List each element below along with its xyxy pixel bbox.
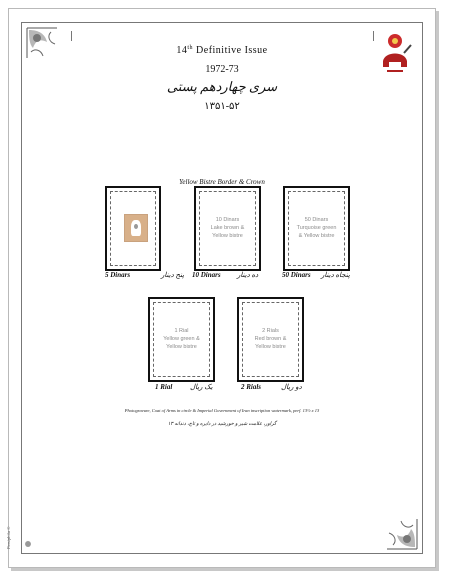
stamp-label-persian: پنج دینار (161, 271, 185, 279)
stamp-description-line: & Yellow bistre (298, 233, 335, 239)
stamp-label: 5 Dinars (105, 271, 131, 279)
stamp-description-line: Turquoise green (296, 225, 337, 231)
stamp-description (156, 327, 207, 351)
stamp-slot-10-dinars (194, 186, 261, 271)
title-ordinal: th (187, 45, 194, 51)
stamp-description (291, 216, 342, 240)
stamp-description-line: 50 Dinars (304, 217, 329, 223)
stamp-label-persian: یک ریال (190, 383, 213, 391)
title-number: 14 (176, 45, 188, 56)
stamp-description-line: 10 Dinars (215, 217, 240, 223)
stamp-label: 1 Rial (155, 383, 173, 391)
footer-description: Photogravure, Coat of Arms in circle & Imperial Government of Iran inscription watermark, perf. 13½ x 13 (124, 408, 320, 413)
stamp-label-persian: دو ریال (281, 383, 302, 391)
issue-years: 1972-73 (205, 64, 239, 75)
stamp-description-line: Yellow green & (163, 336, 200, 342)
footer-description-persian: گراور، علامت شیر و خورشید در دایره و تاج، دندانه ۱۳ (167, 422, 277, 427)
stamp-description (202, 216, 253, 240)
album-page (8, 8, 436, 568)
stamp-image (124, 214, 148, 242)
stamp-description (245, 327, 296, 351)
page-title (9, 45, 435, 56)
stamp-description-line: Lake brown & (210, 225, 245, 231)
title-text: Definitive Issue (196, 45, 268, 56)
stamp-slot-50-dinars (283, 186, 350, 271)
stamp-slot-1-rial (148, 297, 215, 382)
corner-ornament-icon (385, 517, 419, 551)
portrait-icon (131, 220, 141, 236)
copyright-note: Persiphila © (6, 526, 11, 549)
stamp-label: 50 Dinars (282, 271, 311, 279)
stamp-description-line: Yellow bistre (255, 344, 286, 350)
stamp-label-persian: ده دینار (237, 271, 259, 279)
stamp-slot-2-rials (237, 297, 304, 382)
stamp-label: 10 Dinars (192, 271, 221, 279)
stamp-description-line: 2 Rials (262, 328, 279, 334)
stamp-description-line: Yellow bistre (166, 344, 197, 350)
persian-title: سری چهاردهم پستی (166, 79, 278, 94)
section-title: Yellow Bistre Border & Crown (179, 178, 265, 186)
stamp-label: 2 Rials (241, 383, 262, 391)
stamp-label-persian: پنجاه دینار (321, 271, 350, 279)
header-divider (373, 31, 374, 41)
persian-years: ۱۳۵۱-۵۲ (204, 101, 240, 112)
header-divider (71, 31, 72, 41)
corner-ornament-icon (23, 539, 33, 549)
stamp-description-line: 1 Rial (174, 328, 189, 334)
stamp-slot-5-dinars (105, 186, 161, 271)
stamp-description-line: Red brown & (254, 336, 287, 342)
stamp-description-line: Yellow bistre (212, 233, 243, 239)
